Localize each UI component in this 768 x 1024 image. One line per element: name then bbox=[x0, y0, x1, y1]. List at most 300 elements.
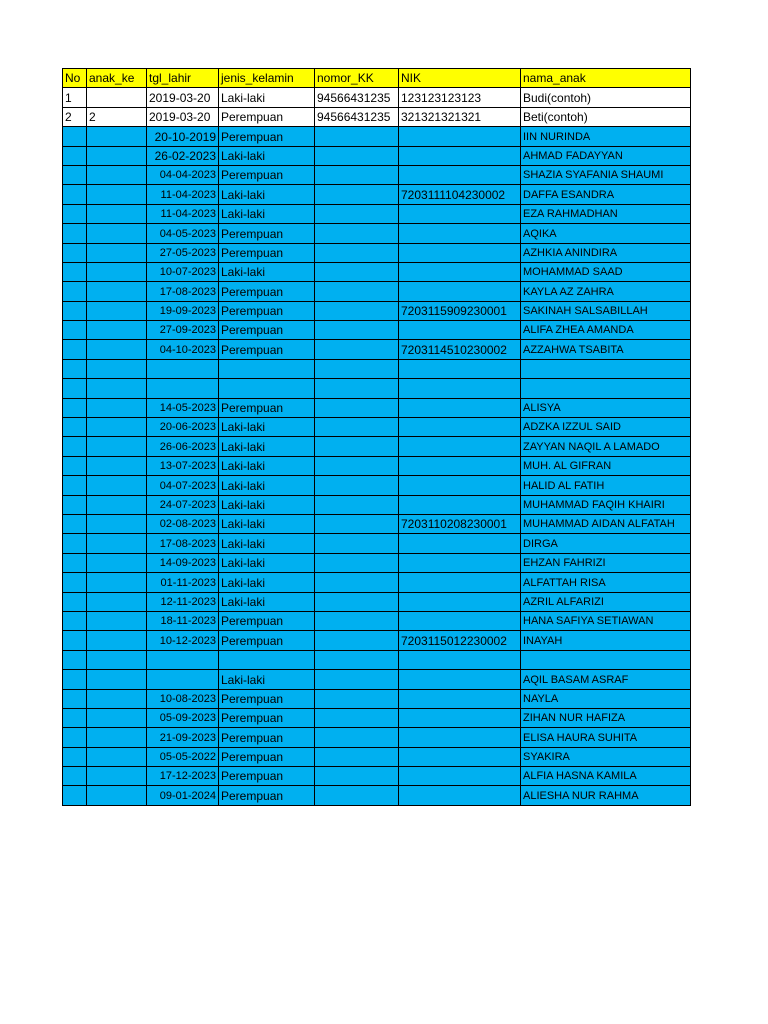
cell-no[interactable] bbox=[63, 321, 87, 340]
cell-tgl-lahir[interactable]: 14-09-2023 bbox=[147, 553, 219, 572]
cell-nama-anak[interactable]: ADZKA IZZUL SAID bbox=[521, 418, 691, 437]
cell-nama-anak[interactable]: Beti(contoh) bbox=[521, 107, 691, 126]
cell-tgl-lahir[interactable]: 04-07-2023 bbox=[147, 476, 219, 495]
cell-tgl-lahir[interactable]: 11-04-2023 bbox=[147, 204, 219, 223]
cell-tgl-lahir[interactable]: 05-09-2023 bbox=[147, 708, 219, 727]
cell-anak-ke[interactable] bbox=[87, 437, 147, 456]
cell-no[interactable]: 2 bbox=[63, 107, 87, 126]
cell-nomor-kk[interactable] bbox=[315, 631, 399, 650]
cell-nama-anak[interactable] bbox=[521, 379, 691, 398]
cell-anak-ke[interactable] bbox=[87, 767, 147, 786]
cell-no[interactable] bbox=[63, 262, 87, 281]
cell-anak-ke[interactable] bbox=[87, 418, 147, 437]
cell-nik[interactable] bbox=[399, 786, 521, 805]
cell-anak-ke[interactable] bbox=[87, 631, 147, 650]
cell-no[interactable] bbox=[63, 573, 87, 592]
cell-no[interactable] bbox=[63, 689, 87, 708]
table-row bbox=[63, 321, 691, 340]
cell-no[interactable] bbox=[63, 398, 87, 417]
cell-no[interactable]: 1 bbox=[63, 88, 87, 107]
cell-nama-anak[interactable] bbox=[521, 359, 691, 378]
cell-nomor-kk[interactable] bbox=[315, 495, 399, 514]
table-row bbox=[63, 146, 691, 165]
cell-nik[interactable] bbox=[399, 282, 521, 301]
cell-nik[interactable] bbox=[399, 689, 521, 708]
cell-tgl-lahir[interactable]: 11-04-2023 bbox=[147, 185, 219, 204]
cell-jenis-kelamin[interactable]: Laki-laki bbox=[219, 204, 315, 223]
cell-nik[interactable] bbox=[399, 204, 521, 223]
cell-nomor-kk[interactable] bbox=[315, 321, 399, 340]
cell-nik[interactable] bbox=[399, 398, 521, 417]
cell-jenis-kelamin[interactable]: Perempuan bbox=[219, 301, 315, 320]
header-cell-no[interactable]: No bbox=[63, 69, 87, 88]
cell-nomor-kk[interactable] bbox=[315, 146, 399, 165]
cell-nama-anak[interactable]: ALISYA bbox=[521, 398, 691, 417]
cell-no[interactable] bbox=[63, 127, 87, 146]
cell-jenis-kelamin[interactable]: Laki-laki bbox=[219, 495, 315, 514]
cell-nomor-kk[interactable] bbox=[315, 127, 399, 146]
cell-nama-anak[interactable]: EHZAN FAHRIZI bbox=[521, 553, 691, 572]
cell-tgl-lahir[interactable]: 10-07-2023 bbox=[147, 262, 219, 281]
cell-nik[interactable] bbox=[399, 359, 521, 378]
cell-anak-ke[interactable] bbox=[87, 650, 147, 669]
cell-nama-anak[interactable]: NAYLA bbox=[521, 689, 691, 708]
cell-nik[interactable]: 7203115909230001 bbox=[399, 301, 521, 320]
cell-anak-ke[interactable] bbox=[87, 398, 147, 417]
cell-tgl-lahir[interactable]: 10-12-2023 bbox=[147, 631, 219, 650]
table-row bbox=[63, 88, 691, 107]
cell-no[interactable] bbox=[63, 514, 87, 533]
cell-nama-anak[interactable] bbox=[521, 650, 691, 669]
cell-jenis-kelamin[interactable]: Perempuan bbox=[219, 321, 315, 340]
cell-nomor-kk[interactable] bbox=[315, 418, 399, 437]
cell-nomor-kk[interactable] bbox=[315, 611, 399, 630]
cell-no[interactable] bbox=[63, 146, 87, 165]
cell-nama-anak[interactable]: SYAKIRA bbox=[521, 747, 691, 766]
cell-no[interactable] bbox=[63, 243, 87, 262]
cell-no[interactable] bbox=[63, 747, 87, 766]
cell-tgl-lahir[interactable]: 27-05-2023 bbox=[147, 243, 219, 262]
table-row bbox=[63, 282, 691, 301]
cell-anak-ke[interactable] bbox=[87, 88, 147, 107]
cell-nomor-kk[interactable] bbox=[315, 592, 399, 611]
cell-tgl-lahir[interactable]: 26-02-2023 bbox=[147, 146, 219, 165]
cell-jenis-kelamin[interactable]: Laki-laki bbox=[219, 437, 315, 456]
cell-jenis-kelamin[interactable]: Laki-laki bbox=[219, 418, 315, 437]
cell-nomor-kk[interactable] bbox=[315, 650, 399, 669]
cell-nik[interactable] bbox=[399, 592, 521, 611]
cell-nomor-kk[interactable] bbox=[315, 553, 399, 572]
cell-jenis-kelamin[interactable]: Laki-laki bbox=[219, 456, 315, 475]
cell-nama-anak[interactable]: IIN NURINDA bbox=[521, 127, 691, 146]
cell-tgl-lahir[interactable]: 21-09-2023 bbox=[147, 728, 219, 747]
cell-tgl-lahir[interactable]: 04-04-2023 bbox=[147, 165, 219, 184]
cell-nomor-kk[interactable] bbox=[315, 340, 399, 359]
cell-no[interactable] bbox=[63, 224, 87, 243]
cell-no[interactable] bbox=[63, 786, 87, 805]
table-row bbox=[63, 476, 691, 495]
cell-anak-ke[interactable] bbox=[87, 243, 147, 262]
table-row bbox=[63, 224, 691, 243]
cell-anak-ke[interactable] bbox=[87, 185, 147, 204]
cell-jenis-kelamin[interactable]: Perempuan bbox=[219, 689, 315, 708]
cell-nama-anak[interactable]: MUHAMMAD AIDAN ALFATAH bbox=[521, 514, 691, 533]
cell-nama-anak[interactable]: ALFATTAH RISA bbox=[521, 573, 691, 592]
cell-jenis-kelamin[interactable]: Perempuan bbox=[219, 747, 315, 766]
cell-anak-ke[interactable] bbox=[87, 670, 147, 689]
cell-nomor-kk[interactable] bbox=[315, 437, 399, 456]
cell-nik[interactable] bbox=[399, 708, 521, 727]
cell-nik[interactable] bbox=[399, 127, 521, 146]
cell-no[interactable] bbox=[63, 631, 87, 650]
cell-no[interactable] bbox=[63, 379, 87, 398]
cell-jenis-kelamin[interactable]: Laki-laki bbox=[219, 476, 315, 495]
cell-jenis-kelamin[interactable]: Perempuan bbox=[219, 127, 315, 146]
cell-anak-ke[interactable] bbox=[87, 534, 147, 553]
table-row bbox=[63, 611, 691, 630]
cell-tgl-lahir[interactable]: 24-07-2023 bbox=[147, 495, 219, 514]
cell-jenis-kelamin[interactable]: Perempuan bbox=[219, 224, 315, 243]
cell-nik[interactable] bbox=[399, 495, 521, 514]
cell-anak-ke[interactable] bbox=[87, 553, 147, 572]
cell-nik[interactable]: 7203115012230002 bbox=[399, 631, 521, 650]
cell-no[interactable] bbox=[63, 282, 87, 301]
cell-nama-anak[interactable]: HANA SAFIYA SETIAWAN bbox=[521, 611, 691, 630]
cell-tgl-lahir[interactable]: 17-08-2023 bbox=[147, 534, 219, 553]
cell-nama-anak[interactable]: ELISA HAURA SUHITA bbox=[521, 728, 691, 747]
cell-tgl-lahir[interactable]: 27-09-2023 bbox=[147, 321, 219, 340]
cell-nama-anak[interactable]: EZA RAHMADHAN bbox=[521, 204, 691, 223]
cell-no[interactable] bbox=[63, 495, 87, 514]
table-row bbox=[63, 553, 691, 572]
cell-no[interactable] bbox=[63, 553, 87, 572]
cell-anak-ke[interactable] bbox=[87, 127, 147, 146]
cell-jenis-kelamin[interactable]: Laki-laki bbox=[219, 592, 315, 611]
table-row bbox=[63, 495, 691, 514]
table-row bbox=[63, 379, 691, 398]
cell-nik[interactable]: 7203111104230002 bbox=[399, 185, 521, 204]
cell-nik[interactable]: 7203110208230001 bbox=[399, 514, 521, 533]
cell-nomor-kk[interactable] bbox=[315, 708, 399, 727]
cell-jenis-kelamin[interactable]: Laki-laki bbox=[219, 670, 315, 689]
cell-nama-anak[interactable]: HALID AL FATIH bbox=[521, 476, 691, 495]
cell-tgl-lahir[interactable]: 12-11-2023 bbox=[147, 592, 219, 611]
header-cell-nomor-kk[interactable]: nomor_KK bbox=[315, 69, 399, 88]
cell-tgl-lahir[interactable]: 2019-03-20 bbox=[147, 88, 219, 107]
cell-jenis-kelamin[interactable]: Perempuan bbox=[219, 708, 315, 727]
cell-nama-anak[interactable]: AZHKIA ANINDIRA bbox=[521, 243, 691, 262]
cell-nomor-kk[interactable] bbox=[315, 573, 399, 592]
cell-nama-anak[interactable]: SAKINAH SALSABILLAH bbox=[521, 301, 691, 320]
cell-anak-ke[interactable] bbox=[87, 359, 147, 378]
table-row bbox=[63, 418, 691, 437]
cell-tgl-lahir[interactable]: 19-09-2023 bbox=[147, 301, 219, 320]
cell-nomor-kk[interactable] bbox=[315, 165, 399, 184]
cell-anak-ke[interactable] bbox=[87, 611, 147, 630]
cell-nama-anak[interactable]: AZZAHWA TSABITA bbox=[521, 340, 691, 359]
cell-jenis-kelamin[interactable]: Perempuan bbox=[219, 611, 315, 630]
cell-anak-ke[interactable] bbox=[87, 495, 147, 514]
cell-nama-anak[interactable]: ALFIA HASNA KAMILA bbox=[521, 767, 691, 786]
cell-jenis-kelamin[interactable]: Laki-laki bbox=[219, 185, 315, 204]
cell-nama-anak[interactable]: MUH. AL GIFRAN bbox=[521, 456, 691, 475]
cell-nik[interactable] bbox=[399, 437, 521, 456]
cell-no[interactable] bbox=[63, 611, 87, 630]
cell-tgl-lahir[interactable]: 14-05-2023 bbox=[147, 398, 219, 417]
cell-nomor-kk[interactable] bbox=[315, 534, 399, 553]
cell-jenis-kelamin[interactable]: Laki-laki bbox=[219, 514, 315, 533]
cell-tgl-lahir[interactable]: 13-07-2023 bbox=[147, 456, 219, 475]
cell-nik[interactable] bbox=[399, 165, 521, 184]
cell-jenis-kelamin[interactable]: Perempuan bbox=[219, 243, 315, 262]
cell-tgl-lahir[interactable]: 17-12-2023 bbox=[147, 767, 219, 786]
cell-nomor-kk[interactable] bbox=[315, 243, 399, 262]
table-body bbox=[63, 69, 691, 806]
cell-anak-ke[interactable] bbox=[87, 282, 147, 301]
cell-jenis-kelamin[interactable]: Perempuan bbox=[219, 165, 315, 184]
cell-no[interactable] bbox=[63, 728, 87, 747]
table-row bbox=[63, 185, 691, 204]
table-row bbox=[63, 340, 691, 359]
cell-no[interactable] bbox=[63, 204, 87, 223]
cell-anak-ke[interactable] bbox=[87, 708, 147, 727]
cell-no[interactable] bbox=[63, 456, 87, 475]
cell-jenis-kelamin[interactable]: Perempuan bbox=[219, 631, 315, 650]
cell-nama-anak[interactable]: AQIL BASAM ASRAF bbox=[521, 670, 691, 689]
table-row bbox=[63, 631, 691, 650]
cell-nomor-kk[interactable] bbox=[315, 767, 399, 786]
cell-tgl-lahir[interactable]: 04-05-2023 bbox=[147, 224, 219, 243]
table-row bbox=[63, 534, 691, 553]
cell-anak-ke[interactable] bbox=[87, 165, 147, 184]
cell-no[interactable] bbox=[63, 708, 87, 727]
cell-nomor-kk[interactable] bbox=[315, 689, 399, 708]
cell-nomor-kk[interactable]: 94566431235 bbox=[315, 88, 399, 107]
cell-jenis-kelamin[interactable]: Laki-laki bbox=[219, 262, 315, 281]
cell-nik[interactable] bbox=[399, 476, 521, 495]
table-row bbox=[63, 456, 691, 475]
table-row bbox=[63, 359, 691, 378]
cell-tgl-lahir[interactable]: 20-06-2023 bbox=[147, 418, 219, 437]
cell-nomor-kk[interactable] bbox=[315, 359, 399, 378]
table-row bbox=[63, 708, 691, 727]
cell-tgl-lahir[interactable] bbox=[147, 359, 219, 378]
cell-nik[interactable] bbox=[399, 321, 521, 340]
cell-tgl-lahir[interactable]: 2019-03-20 bbox=[147, 107, 219, 126]
cell-tgl-lahir[interactable]: 09-01-2024 bbox=[147, 786, 219, 805]
cell-anak-ke[interactable] bbox=[87, 224, 147, 243]
cell-nik[interactable] bbox=[399, 418, 521, 437]
cell-nik[interactable] bbox=[399, 243, 521, 262]
cell-nik[interactable] bbox=[399, 747, 521, 766]
cell-jenis-kelamin[interactable] bbox=[219, 650, 315, 669]
cell-nik[interactable]: 321321321321 bbox=[399, 107, 521, 126]
cell-nomor-kk[interactable] bbox=[315, 728, 399, 747]
table-row bbox=[63, 398, 691, 417]
cell-no[interactable] bbox=[63, 534, 87, 553]
cell-jenis-kelamin[interactable]: Perempuan bbox=[219, 340, 315, 359]
cell-no[interactable] bbox=[63, 418, 87, 437]
cell-anak-ke[interactable] bbox=[87, 262, 147, 281]
cell-nama-anak[interactable]: Budi(contoh) bbox=[521, 88, 691, 107]
cell-nama-anak[interactable]: ZIHAN NUR HAFIZA bbox=[521, 708, 691, 727]
cell-nik[interactable] bbox=[399, 611, 521, 630]
cell-jenis-kelamin[interactable]: Perempuan bbox=[219, 282, 315, 301]
cell-tgl-lahir[interactable]: 01-11-2023 bbox=[147, 573, 219, 592]
table-row bbox=[63, 514, 691, 533]
cell-jenis-kelamin[interactable]: Perempuan bbox=[219, 107, 315, 126]
header-cell-nama-anak[interactable]: nama_anak bbox=[521, 69, 691, 88]
cell-nomor-kk[interactable] bbox=[315, 224, 399, 243]
cell-tgl-lahir[interactable]: 26-06-2023 bbox=[147, 437, 219, 456]
cell-jenis-kelamin[interactable] bbox=[219, 359, 315, 378]
cell-nomor-kk[interactable] bbox=[315, 398, 399, 417]
cell-tgl-lahir[interactable]: 05-05-2022 bbox=[147, 747, 219, 766]
cell-nomor-kk[interactable] bbox=[315, 670, 399, 689]
cell-anak-ke[interactable] bbox=[87, 514, 147, 533]
cell-jenis-kelamin[interactable]: Perempuan bbox=[219, 398, 315, 417]
header-cell-jenis-kelamin[interactable]: jenis_kelamin bbox=[219, 69, 315, 88]
cell-anak-ke[interactable] bbox=[87, 747, 147, 766]
cell-nik[interactable] bbox=[399, 224, 521, 243]
cell-nama-anak[interactable]: KAYLA AZ ZAHRA bbox=[521, 282, 691, 301]
cell-nomor-kk[interactable] bbox=[315, 301, 399, 320]
cell-nomor-kk[interactable] bbox=[315, 262, 399, 281]
cell-nomor-kk[interactable] bbox=[315, 514, 399, 533]
cell-nik[interactable]: 7203114510230002 bbox=[399, 340, 521, 359]
header-cell-tgl-lahir[interactable]: tgl_lahir bbox=[147, 69, 219, 88]
cell-nomor-kk[interactable] bbox=[315, 204, 399, 223]
cell-jenis-kelamin[interactable]: Perempuan bbox=[219, 728, 315, 747]
cell-nama-anak[interactable]: MUHAMMAD FAQIH KHAIRI bbox=[521, 495, 691, 514]
table-row bbox=[63, 127, 691, 146]
cell-nama-anak[interactable]: ALIFA ZHEA AMANDA bbox=[521, 321, 691, 340]
cell-anak-ke[interactable] bbox=[87, 379, 147, 398]
cell-nomor-kk[interactable] bbox=[315, 456, 399, 475]
cell-nomor-kk[interactable] bbox=[315, 379, 399, 398]
cell-anak-ke[interactable] bbox=[87, 340, 147, 359]
cell-anak-ke[interactable] bbox=[87, 689, 147, 708]
cell-anak-ke[interactable] bbox=[87, 204, 147, 223]
cell-anak-ke[interactable] bbox=[87, 301, 147, 320]
cell-no[interactable] bbox=[63, 165, 87, 184]
cell-jenis-kelamin[interactable]: Laki-laki bbox=[219, 88, 315, 107]
cell-nama-anak[interactable]: ZAYYAN NAQIL A LAMADO bbox=[521, 437, 691, 456]
cell-nomor-kk[interactable] bbox=[315, 786, 399, 805]
cell-jenis-kelamin[interactable]: Laki-laki bbox=[219, 553, 315, 572]
cell-anak-ke[interactable] bbox=[87, 321, 147, 340]
cell-anak-ke[interactable] bbox=[87, 146, 147, 165]
cell-tgl-lahir[interactable] bbox=[147, 379, 219, 398]
cell-no[interactable] bbox=[63, 592, 87, 611]
cell-nik[interactable] bbox=[399, 262, 521, 281]
cell-tgl-lahir[interactable] bbox=[147, 670, 219, 689]
cell-nik[interactable] bbox=[399, 456, 521, 475]
cell-nama-anak[interactable]: AHMAD FADAYYAN bbox=[521, 146, 691, 165]
cell-no[interactable] bbox=[63, 340, 87, 359]
cell-anak-ke[interactable] bbox=[87, 786, 147, 805]
cell-tgl-lahir[interactable]: 02-08-2023 bbox=[147, 514, 219, 533]
cell-anak-ke[interactable] bbox=[87, 728, 147, 747]
cell-tgl-lahir[interactable]: 17-08-2023 bbox=[147, 282, 219, 301]
cell-tgl-lahir[interactable]: 04-10-2023 bbox=[147, 340, 219, 359]
cell-nomor-kk[interactable] bbox=[315, 476, 399, 495]
cell-jenis-kelamin[interactable]: Laki-laki bbox=[219, 146, 315, 165]
cell-nik[interactable]: 123123123123 bbox=[399, 88, 521, 107]
table-row bbox=[63, 786, 691, 805]
cell-anak-ke[interactable]: 2 bbox=[87, 107, 147, 126]
cell-nama-anak[interactable]: DIRGA bbox=[521, 534, 691, 553]
cell-nik[interactable] bbox=[399, 670, 521, 689]
cell-no[interactable] bbox=[63, 359, 87, 378]
cell-nama-anak[interactable]: ALIESHA NUR RAHMA bbox=[521, 786, 691, 805]
cell-no[interactable] bbox=[63, 767, 87, 786]
cell-anak-ke[interactable] bbox=[87, 573, 147, 592]
cell-no[interactable] bbox=[63, 650, 87, 669]
cell-nik[interactable] bbox=[399, 767, 521, 786]
cell-nama-anak[interactable]: AQIKA bbox=[521, 224, 691, 243]
cell-tgl-lahir[interactable]: 20-10-2019 bbox=[147, 127, 219, 146]
cell-nama-anak[interactable]: SHAZIA SYAFANIA SHAUMI bbox=[521, 165, 691, 184]
cell-anak-ke[interactable] bbox=[87, 592, 147, 611]
cell-nama-anak[interactable]: INAYAH bbox=[521, 631, 691, 650]
table-row bbox=[63, 573, 691, 592]
cell-no[interactable] bbox=[63, 670, 87, 689]
cell-nama-anak[interactable]: MOHAMMAD SAAD bbox=[521, 262, 691, 281]
cell-nama-anak[interactable]: AZRIL ALFARIZI bbox=[521, 592, 691, 611]
cell-jenis-kelamin[interactable]: Laki-laki bbox=[219, 534, 315, 553]
cell-nomor-kk[interactable]: 94566431235 bbox=[315, 107, 399, 126]
cell-nik[interactable] bbox=[399, 650, 521, 669]
table-row bbox=[63, 107, 691, 126]
cell-jenis-kelamin[interactable] bbox=[219, 379, 315, 398]
table-row bbox=[63, 262, 691, 281]
cell-jenis-kelamin[interactable]: Perempuan bbox=[219, 786, 315, 805]
table-row bbox=[63, 689, 691, 708]
cell-no[interactable] bbox=[63, 437, 87, 456]
table-row bbox=[63, 437, 691, 456]
cell-no[interactable] bbox=[63, 301, 87, 320]
cell-jenis-kelamin[interactable]: Perempuan bbox=[219, 767, 315, 786]
cell-jenis-kelamin[interactable]: Laki-laki bbox=[219, 573, 315, 592]
cell-no[interactable] bbox=[63, 476, 87, 495]
cell-nomor-kk[interactable] bbox=[315, 185, 399, 204]
table-row bbox=[63, 747, 691, 766]
cell-nik[interactable] bbox=[399, 573, 521, 592]
cell-nomor-kk[interactable] bbox=[315, 747, 399, 766]
cell-nomor-kk[interactable] bbox=[315, 282, 399, 301]
cell-anak-ke[interactable] bbox=[87, 456, 147, 475]
cell-nik[interactable] bbox=[399, 553, 521, 572]
cell-anak-ke[interactable] bbox=[87, 476, 147, 495]
cell-nama-anak[interactable]: DAFFA ESANDRA bbox=[521, 185, 691, 204]
cell-tgl-lahir[interactable] bbox=[147, 650, 219, 669]
cell-no[interactable] bbox=[63, 185, 87, 204]
cell-nik[interactable] bbox=[399, 728, 521, 747]
cell-tgl-lahir[interactable]: 10-08-2023 bbox=[147, 689, 219, 708]
table-row bbox=[63, 650, 691, 669]
cell-nik[interactable] bbox=[399, 146, 521, 165]
cell-tgl-lahir[interactable]: 18-11-2023 bbox=[147, 611, 219, 630]
header-cell-nik[interactable]: NIK bbox=[399, 69, 521, 88]
table-row bbox=[63, 670, 691, 689]
header-cell-anak-ke[interactable]: anak_ke bbox=[87, 69, 147, 88]
table-row bbox=[63, 165, 691, 184]
table-row bbox=[63, 592, 691, 611]
table-row bbox=[63, 728, 691, 747]
cell-nik[interactable] bbox=[399, 379, 521, 398]
cell-nik[interactable] bbox=[399, 534, 521, 553]
